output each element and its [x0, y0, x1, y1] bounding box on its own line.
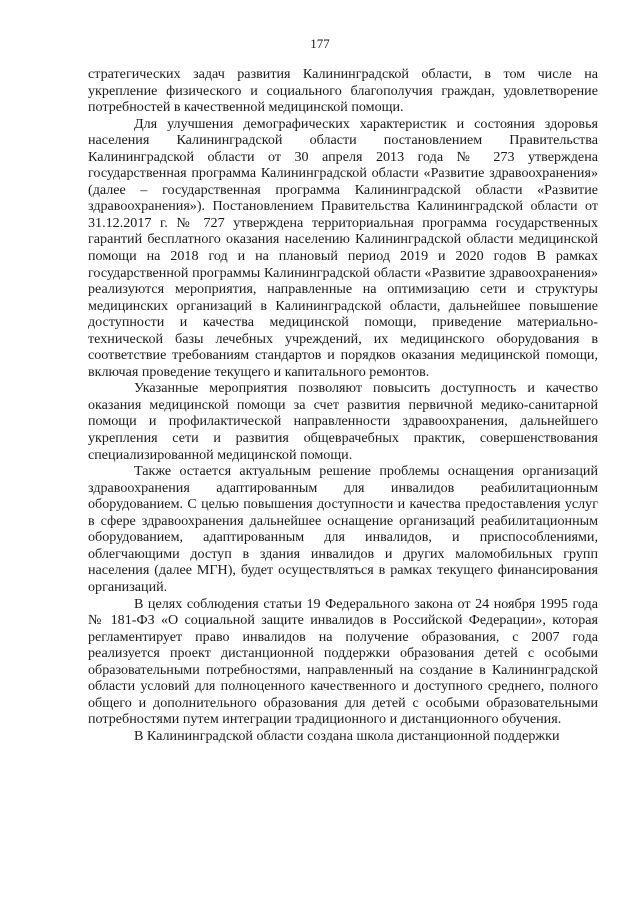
page-number: 177 — [310, 36, 330, 51]
document-body — [88, 66, 598, 744]
paragraph-rehab-equipment: Также остается актуальным решение проблемы оснащения организаций здравоохранения адаптированным для инвалидов реабилитационным оборудованием. С целью повышения доступности и качества предоставления услуг в сфере здравоохранения дальнейшее оснащение организаций реабилитационным оборудованием, адаптированным для инвалидов, и приспособлениями, облегчающими доступ в здания инвалидов и других маломобильных групп населения (далее МГН), будет осуществляться в рамках текущего финансирования организаций. — [88, 463, 598, 595]
paragraph-distance-school: В Калининградской области создана школа дистанционной поддержки — [134, 727, 560, 744]
paragraph-strategic-goals: стратегических задач развития Калининградской области, в том числе на укрепление физического и социального благополучия граждан, удовлетворение потребностей в качественной медицинской помощи. — [88, 66, 598, 116]
paragraph-health-program: Для улучшения демографических характеристик и состояния здоровья населения Калининградской области постановлением Правительства Калининградской области от 30 апреля 2013 года № 273 утверждена государственная программа Калининградской области «Развитие здравоохранения» (далее – государственная программа Калининградской области «Развитие здравоохранения»). Постановлением Правительства Калининградской области от 31.12.2017 г. № 727 утверждена территориальная программа государственных гарантий бесплатного оказания населению Калининградской области медицинской помощи на 2018 год и на плановый период 2019 и 2020 годов В рамках государственной программы Калининградской области «Развитие здравоохранения» реализуются мероприятия, направленные на оптимизацию сети и структуры медицинских организаций в Калининградской области, дальнейшее повышение доступности и качества медицинской помощи, приведение материально-технической базы лечебных учреждений, их медицинского оборудования в соответствие требованиям стандартов и порядков оказания медицинской помощи, включая проведение текущего и капитального ремонтов. — [88, 115, 598, 380]
paragraph-measures-access: Указанные мероприятия позволяют повысить доступность и качество оказания медицинской помощи за счет развития первичной медико-санитарной помощи и профилактической направленности здравоохранения, дальнейшего укрепления сети и развития общеврачебных практик, совершенствования специализированной медицинской помощи. — [88, 380, 598, 463]
paragraph-distance-education: В целях соблюдения статьи 19 Федерального закона от 24 ноября 1995 года № 181-ФЗ «О социальной защите инвалидов в Российской Федерации», которая регламентирует право инвалидов на получение образования, с 2007 года реализуется проект дистанционной поддержки образования детей с особыми образовательными потребностями, направленный на создание в Калининградской области условий для полноценного качественного и доступного среднего, полного общего и дополнительного образования для детей с особыми образовательными потребностями путем интеграции традиционного и дистанционного обучения. — [88, 595, 598, 728]
